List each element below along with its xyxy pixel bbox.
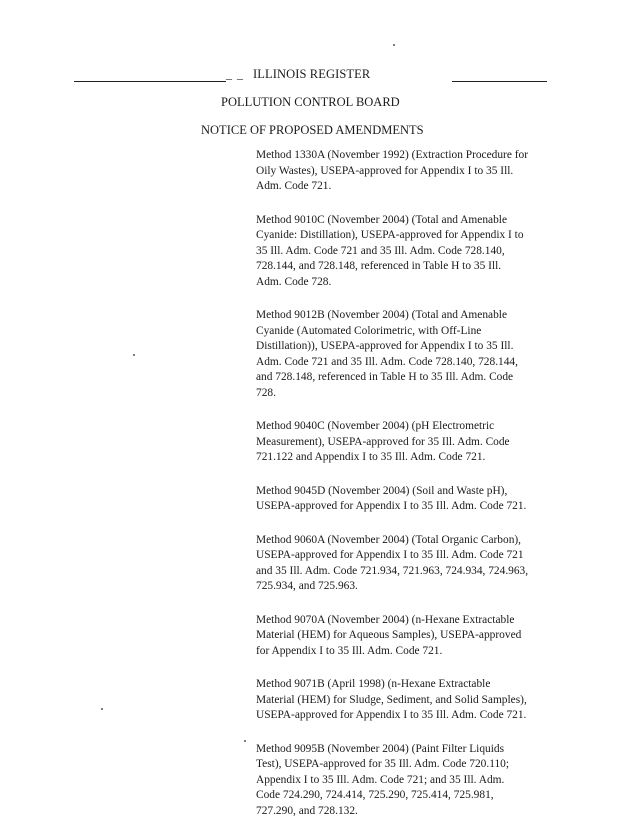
method-line: Method 9012B (November 2004) (Total and Amenable	[256, 309, 508, 321]
scan-speck	[244, 740, 246, 742]
method-line: USEPA-approved for Appendix I to 35 Ill. Adm. Code 721	[256, 549, 524, 561]
method-line: Oily Wastes), USEPA-approved for Appendix I to 35 Ill.	[256, 164, 514, 177]
method-entry	[256, 213, 548, 291]
scan-speck	[133, 354, 135, 356]
method-line: Cyanide: Distillation), USEPA-approved for Appendix I to	[256, 229, 524, 241]
method-line: Method 9095B (November 2004) (Paint Filter Liquids	[256, 742, 505, 755]
method-entry	[256, 742, 548, 820]
method-line: Cyanide (Automated Colorimetric, with Off-Line	[256, 324, 482, 337]
method-entry	[256, 148, 548, 195]
header-rule-left	[74, 81, 226, 82]
method-line: Method 9070A (November 2004) (n-Hexane Extractable	[256, 613, 515, 626]
method-line: 725.934, and 725.963.	[256, 580, 358, 592]
method-line: Adm. Code 721.	[256, 180, 332, 192]
method-line: and 35 Ill. Adm. Code 721.934, 721.963, 724.934, 724.963,	[256, 564, 529, 577]
method-line: Test), USEPA-approved for 35 Ill. Adm. Code 720.110;	[256, 758, 510, 770]
method-line: and 728.148, referenced in Table H to 35 Ill. Adm. Code	[256, 371, 514, 383]
method-entry	[256, 613, 548, 660]
method-line: Method 9010C (November 2004) (Total and Amenable	[256, 213, 508, 226]
method-line: 721.122 and Appendix I to 35 Ill. Adm. Code 721.	[256, 451, 486, 463]
method-entry	[256, 677, 548, 724]
register-title: ILLINOIS REGISTER	[253, 67, 371, 81]
agency-name: POLLUTION CONTROL BOARD	[221, 95, 400, 109]
method-entry	[256, 419, 548, 466]
method-entry	[256, 533, 548, 595]
method-line: USEPA-approved for Appendix I to 35 Ill. Adm. Code 721.	[256, 709, 527, 721]
method-line: Method 9040C (November 2004) (pH Electrometric	[256, 420, 495, 432]
method-entry	[256, 308, 548, 401]
method-line: Measurement), USEPA-approved for 35 Ill. Adm. Code	[256, 435, 510, 448]
method-line: Method 1330A (November 1992) (Extraction Procedure for	[256, 149, 529, 161]
notice-heading: NOTICE OF PROPOSED AMENDMENTS	[201, 123, 424, 137]
method-entry	[256, 484, 548, 515]
method-line: Material (HEM) for Sludge, Sediment, and Solid Samples),	[256, 693, 527, 706]
scan-speck	[393, 44, 395, 46]
method-line: Appendix I to 35 Ill. Adm. Code 721; and 35 Ill. Adm.	[256, 773, 505, 786]
method-line: 35 Ill. Adm. Code 721 and 35 Ill. Adm. Code 728.140,	[256, 244, 505, 257]
method-line: Adm. Code 728.	[256, 275, 332, 288]
method-line: Distillation)), USEPA-approved for Appendix I to 35 Ill.	[256, 340, 514, 352]
scan-speck	[101, 708, 103, 710]
method-line: for Appendix I to 35 Ill. Adm. Code 721.	[256, 644, 443, 657]
method-line: 728.	[256, 386, 276, 399]
method-line: 727.290, and 728.132.	[256, 804, 358, 817]
header-dashes: _ _	[226, 67, 244, 81]
method-line: Method 9060A (November 2004) (Total Organic Carbon),	[256, 533, 522, 546]
method-line: Method 9071B (April 1998) (n-Hexane Extractable	[256, 678, 491, 690]
method-line: Code 724.290, 724.414, 725.290, 725.414, 725.981,	[256, 789, 494, 801]
method-line: USEPA-approved for Appendix I to 35 Ill. Adm. Code 721.	[256, 500, 527, 512]
header-rule-right	[452, 81, 547, 82]
method-line: Adm. Code 721 and 35 Ill. Adm. Code 728.140, 728.144,	[256, 355, 518, 368]
method-line: Material (HEM) for Aqueous Samples), USEPA-approved	[256, 629, 522, 641]
method-line: Method 9045D (November 2004) (Soil and Waste pH),	[256, 484, 508, 497]
methods-list	[256, 148, 548, 837]
method-line: 728.144, and 728.148, referenced in Table H to 35 Ill.	[256, 260, 502, 272]
